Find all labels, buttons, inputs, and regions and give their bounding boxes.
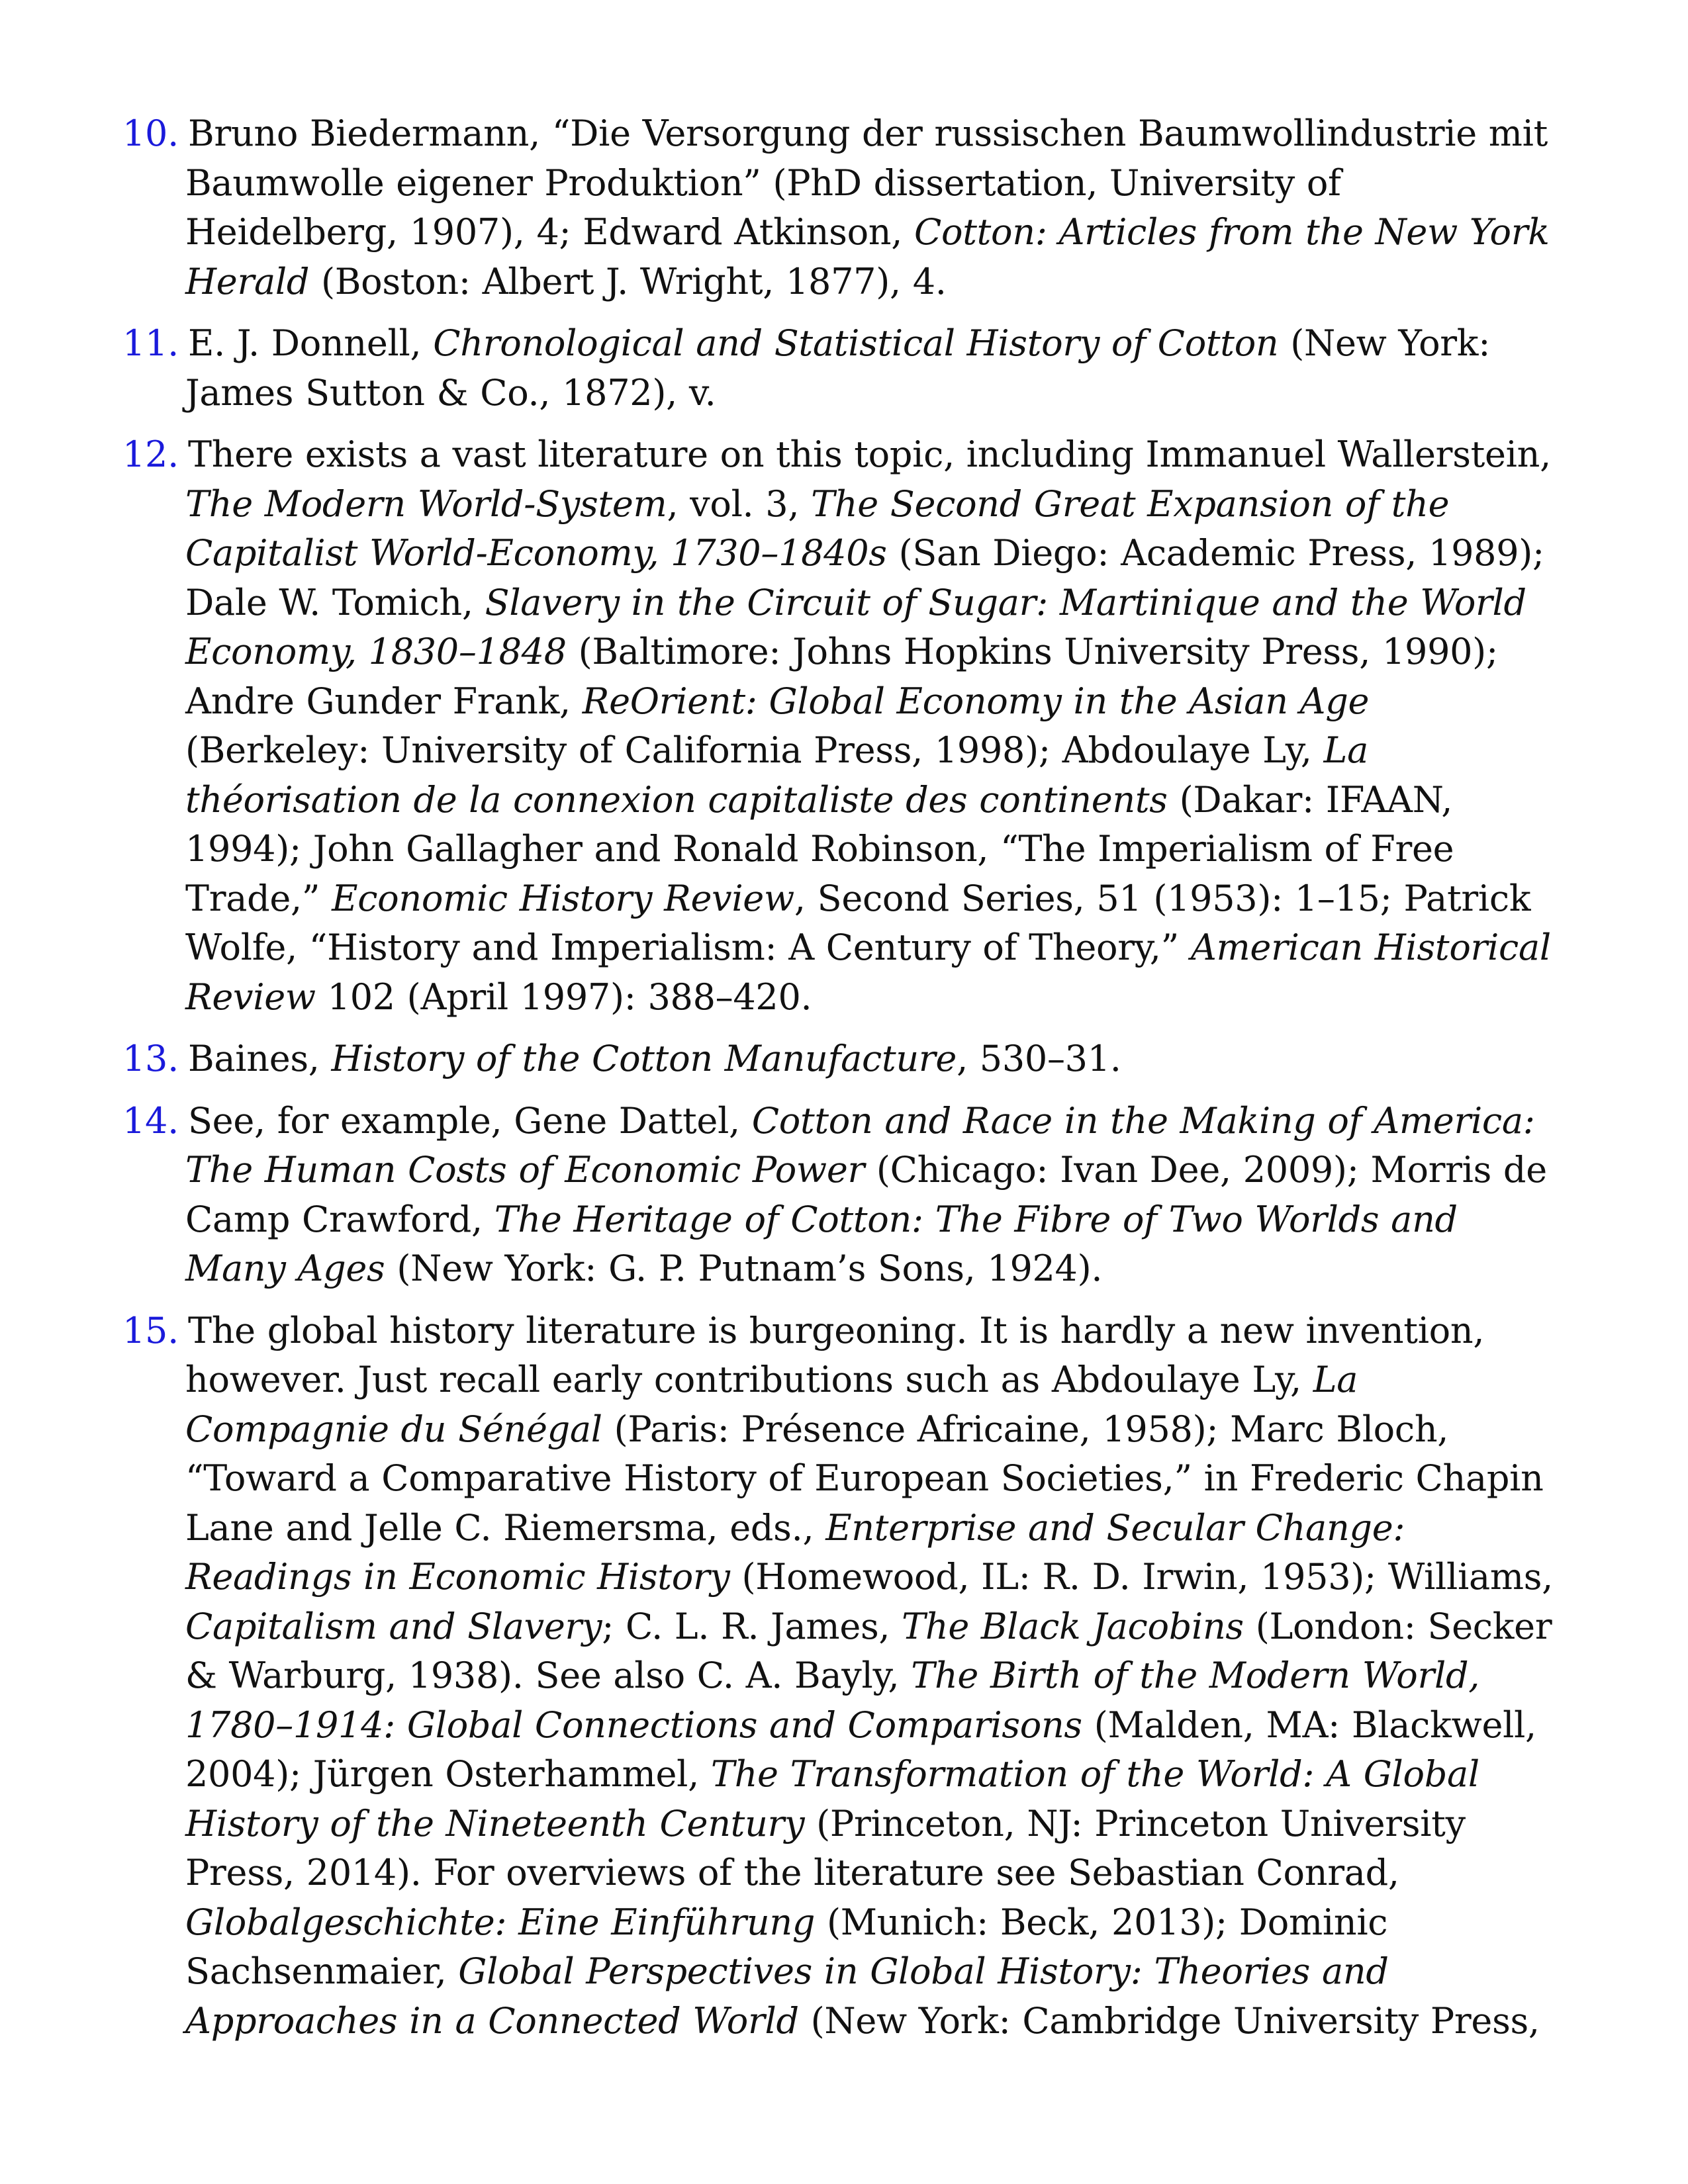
- endnote-backlink[interactable]: 11.: [122, 322, 179, 364]
- endnote-title-italic: Capitalism and Slavery: [185, 1605, 602, 1647]
- endnote-text: , Second Series, 51 (1953): 1–15; Patrick Wolfe, “History and Imperialism: A Century of Theory,”: [185, 877, 1531, 968]
- endnote-number-link[interactable]: [122, 1038, 179, 1079]
- endnote-text: (Paris: Présence Africaine, 1958); Marc Bloch, “Toward a Comparative History of European Societies,” in Frederic Chapin Lane and Jelle C. Riemersma, eds.,: [185, 1408, 1544, 1549]
- endnote-text: E. J. Donnell,: [187, 322, 434, 364]
- endnote-text: 102 (April 1997): 388–420.: [315, 976, 812, 1018]
- endnote-number-link[interactable]: [122, 322, 179, 364]
- endnote-title-italic: The Modern World-System: [185, 482, 667, 525]
- endnote-text: There exists a vast literature on this topic, including Immanuel Wallerstein,: [187, 433, 1551, 475]
- endnote-text: , vol. 3,: [667, 482, 812, 525]
- endnote-backlink[interactable]: 12.: [122, 433, 179, 475]
- endnote-title-italic: Cotton and Race in the Making of America: The Human Costs of Economic Power: [185, 1099, 1535, 1191]
- endnote-title-italic: The Black Jacobins: [902, 1605, 1244, 1647]
- endnote-title-italic: Slavery in the Circuit of Sugar: Martinique and the World Economy, 1830–1848: [185, 581, 1526, 672]
- endnote-title-italic: Global Perspectives in Global History: Theories and Approaches in a Connected World: [185, 1950, 1389, 2042]
- endnote-number-link[interactable]: [122, 113, 179, 154]
- endnote-text: (Malden, MA: Blackwell, 2004); Jürgen Osterhammel,: [185, 1704, 1536, 1795]
- endnote-title-italic: The Birth of the Modern World, 1780–1914: Global Connections and Comparisons: [185, 1655, 1480, 1746]
- endnote-text: (Dakar: IFAAN, 1994); John Gallagher and Ronald Robinson, “The Imperialism of Free Trade,”: [185, 778, 1454, 919]
- endnote-item: [122, 1097, 1556, 1294]
- endnote-text: (New York: James Sutton & Co., 1872), v.: [185, 322, 1491, 414]
- endnote-title-italic: La Compagnie du Sénégal: [185, 1359, 1358, 1450]
- endnote-text: See, for example, Gene Dattel,: [187, 1099, 752, 1142]
- endnote-text: The global history literature is burgeoning. It is hardly a new invention, however. Just recall early contributions such as Abdoulaye Ly,: [185, 1309, 1485, 1400]
- endnote-title-italic: Cotton: Articles from the New York Herald: [185, 211, 1550, 302]
- endnote-title-italic: The Second Great Expansion of the Capitalist World-Economy, 1730–1840s: [185, 482, 1450, 574]
- endnote-backlink[interactable]: 13.: [122, 1038, 179, 1079]
- endnote-backlink[interactable]: 10.: [122, 113, 179, 154]
- endnote-text: ; C. L. R. James,: [602, 1605, 902, 1647]
- endnote-item: [122, 319, 1556, 418]
- endnote-text: (San Diego: Academic Press, 1989); Dale W. Tomich,: [185, 532, 1544, 623]
- endnote-title-italic: History of the Cotton Manufacture: [331, 1038, 957, 1079]
- endnote-text: (Chicago: Ivan Dee, 2009); Morris de Camp Crawford,: [185, 1149, 1547, 1240]
- endnote-item: [122, 109, 1556, 306]
- endnote-text: (Princeton, NJ: Princeton University Press, 2014). For overviews of the literature see Sebastian Conrad,: [185, 1802, 1466, 1893]
- endnote-title-italic: La théorisation de la connexion capitaliste des continents: [185, 729, 1368, 821]
- endnote-number-link[interactable]: [122, 433, 179, 475]
- endnote-number-link[interactable]: [122, 1310, 179, 1351]
- endnote-backlink[interactable]: 14.: [122, 1099, 179, 1142]
- endnote-text: (London: Secker & Warburg, 1938). See also C. A. Bayly,: [185, 1605, 1552, 1696]
- endnote-text: (Boston: Albert J. Wright, 1877), 4.: [309, 260, 947, 302]
- endnote-item: [122, 430, 1556, 1022]
- endnote-text: (Homewood, IL: R. D. Irwin, 1953); Williams,: [729, 1556, 1554, 1598]
- endnote-title-italic: ReOrient: Global Economy in the Asian Age: [582, 680, 1370, 722]
- endnote-title-italic: Chronological and Statistical History of Cotton: [433, 322, 1279, 364]
- endnote-text: Bruno Biedermann, “Die Versorgung der russischen Baumwollindustrie mit Baumwolle eigener Produktion” (PhD dissertation, University of Heidelberg, 1907), 4; Edward Atkinson,: [185, 113, 1548, 253]
- endnote-text: (New York: G. P. Putnam’s Sons, 1924).: [385, 1248, 1103, 1289]
- endnote-item: [122, 1306, 1556, 2046]
- endnote-text: (Berkeley: University of California Press, 1998); Abdoulaye Ly,: [185, 729, 1324, 771]
- endnotes-list: [122, 109, 1556, 2046]
- endnote-title-italic: Enterprise and Secular Change: Readings in Economic History: [185, 1506, 1405, 1598]
- endnote-item: [122, 1034, 1556, 1084]
- endnote-title-italic: The Transformation of the World: A Global History of the Nineteenth Century: [185, 1753, 1479, 1844]
- endnote-text: (Munich: Beck, 2013); Dominic Sachsenmaier,: [185, 1901, 1388, 1992]
- endnote-text: Baines,: [187, 1038, 332, 1079]
- endnote-title-italic: The Heritage of Cotton: The Fibre of Two Worlds and Many Ages: [185, 1198, 1458, 1289]
- endnote-number-link[interactable]: [122, 1100, 179, 1142]
- endnote-backlink[interactable]: 15.: [122, 1309, 179, 1351]
- endnote-text: (New York: Cambridge University Press,: [798, 1999, 1540, 2042]
- endnote-title-italic: Globalgeschichte: Eine Einführung: [185, 1901, 816, 1943]
- endnote-title-italic: Economic History Review: [332, 877, 794, 919]
- endnote-text: , 530–31.: [957, 1038, 1121, 1079]
- endnote-title-italic: American Historical Review: [185, 927, 1551, 1018]
- endnote-text: (Baltimore: Johns Hopkins University Press, 1990); Andre Gunder Frank,: [185, 631, 1498, 722]
